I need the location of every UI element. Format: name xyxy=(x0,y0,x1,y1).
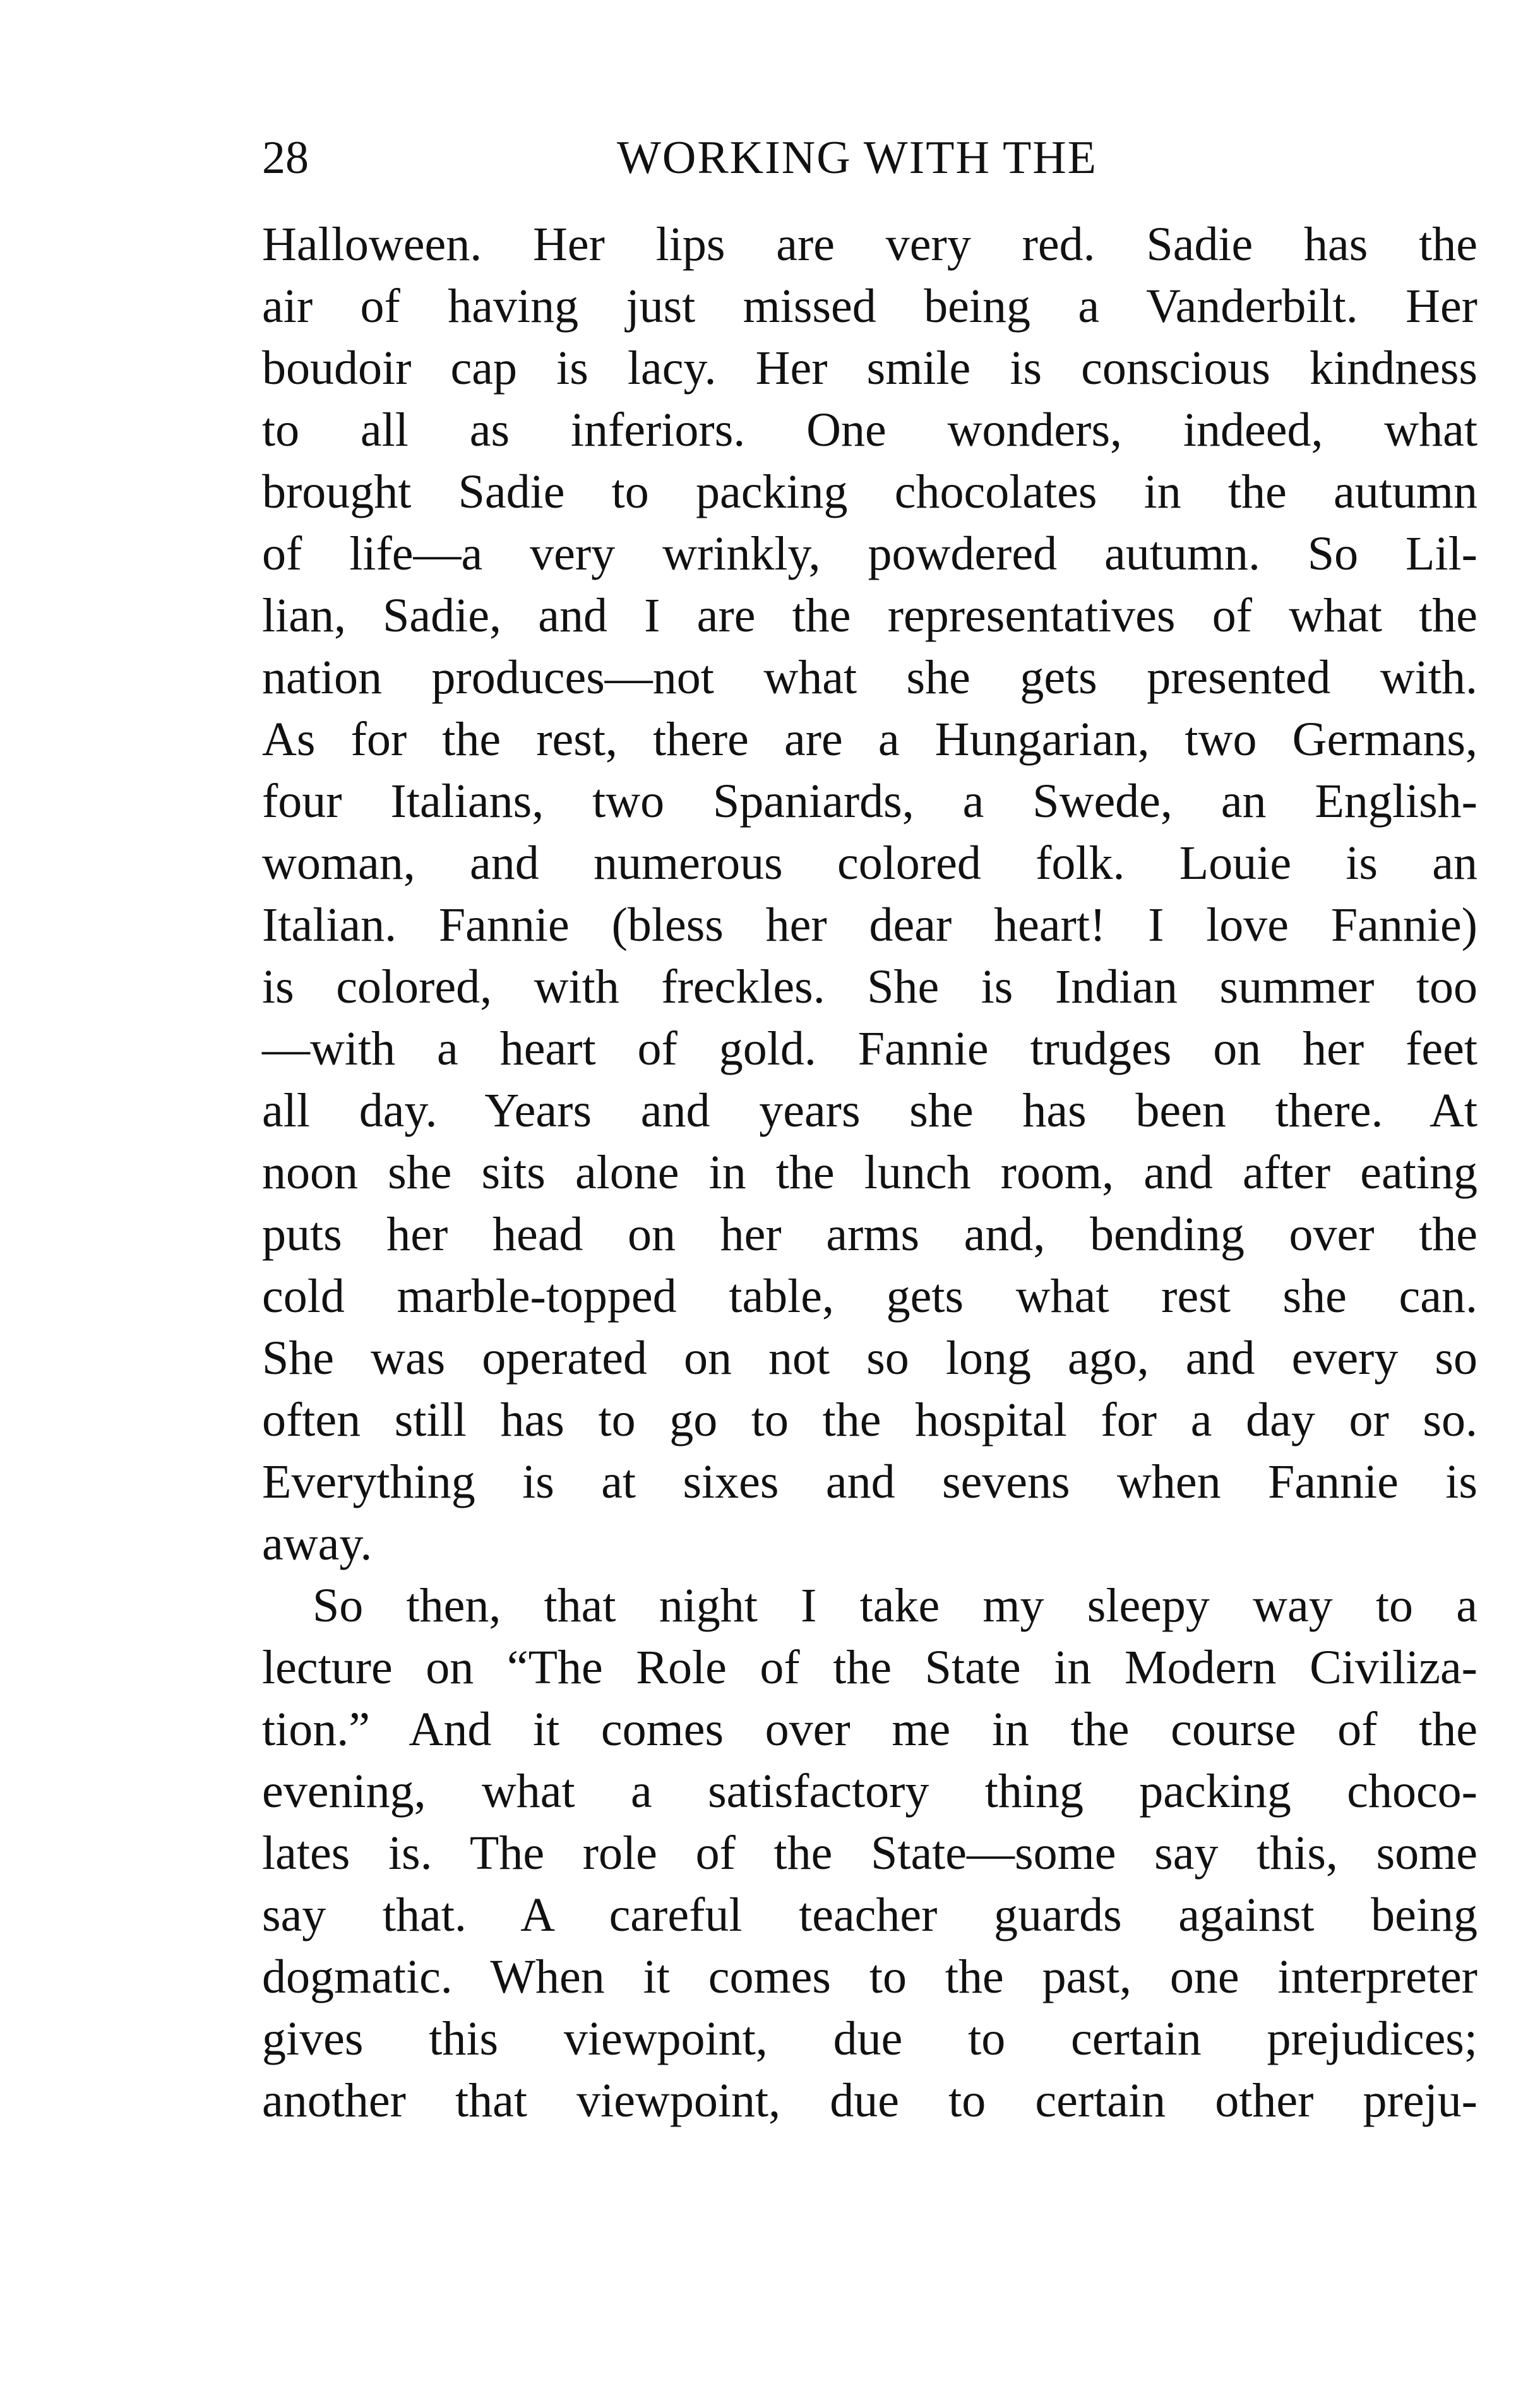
text-line: dogmatic. When it comes to the past, one interpreter xyxy=(262,1950,1477,2003)
text-line: lian, Sadie, and I are the representatives of what the xyxy=(262,589,1477,642)
text-line: say that. A careful teacher guards against being xyxy=(262,1888,1477,1942)
text-line: boudoir cap is lacy. Her smile is conscious kindness xyxy=(262,342,1477,395)
text-line: evening, what a satisfactory thing packing choco- xyxy=(262,1765,1477,1818)
text-line: of life—a very wrinkly, powdered autumn. So Lil- xyxy=(262,527,1477,580)
paragraph xyxy=(262,1575,1477,2132)
body-text xyxy=(262,213,1477,2132)
text-line: cold marble-topped table, gets what rest she can. xyxy=(262,1270,1477,1323)
text-line: —with a heart of gold. Fannie trudges on her feet xyxy=(262,1022,1477,1075)
text-line: lecture on “The Role of the State in Modern Civiliza- xyxy=(262,1641,1477,1694)
page-number: 28 xyxy=(262,132,309,184)
text-line: woman, and numerous colored folk. Louie is an xyxy=(262,837,1477,890)
text-line: Halloween. Her lips are very red. Sadie has the xyxy=(262,218,1477,271)
text-line: noon she sits alone in the lunch room, and after eating xyxy=(262,1146,1477,1199)
text-line: air of having just missed being a Vanderbilt. Her xyxy=(262,280,1477,333)
text-line: away. xyxy=(262,1517,373,1570)
text-line: puts her head on her arms and, bending over the xyxy=(262,1208,1477,1261)
text-line: another that viewpoint, due to certain other preju- xyxy=(262,2074,1477,2127)
text-line: brought Sadie to packing chocolates in the autumn xyxy=(262,465,1477,518)
text-line: nation produces—not what she gets presented with. xyxy=(262,651,1477,704)
text-line: tion.” And it comes over me in the course of the xyxy=(262,1703,1477,1756)
text-line: often still has to go to the hospital for a day or so. xyxy=(262,1393,1477,1447)
text-line: She was operated on not so long ago, and every so xyxy=(262,1332,1477,1385)
text-line: to all as inferiors. One wonders, indeed, what xyxy=(262,403,1477,456)
running-title: WORKING WITH THE xyxy=(617,132,1097,184)
text-line: all day. Years and years she has been there. At xyxy=(262,1084,1477,1137)
text-line: is colored, with freckles. She is Indian summer too xyxy=(262,960,1477,1013)
text-line: Everything is at sixes and sevens when Fannie is xyxy=(262,1455,1477,1508)
text-line: gives this viewpoint, due to certain prejudices; xyxy=(262,2012,1477,2065)
text-line: four Italians, two Spaniards, a Swede, an English- xyxy=(262,775,1477,828)
text-line: lates is. The role of the State—some say this, some xyxy=(262,1827,1477,1880)
paragraph xyxy=(262,213,1477,1575)
text-line: Italian. Fannie (bless her dear heart! I love Fannie) xyxy=(262,898,1477,951)
text-line: So then, that night I take my sleepy way to a xyxy=(313,1579,1477,1632)
running-head xyxy=(262,129,1477,186)
text-line: As for the rest, there are a Hungarian, two Germans, xyxy=(262,713,1477,766)
